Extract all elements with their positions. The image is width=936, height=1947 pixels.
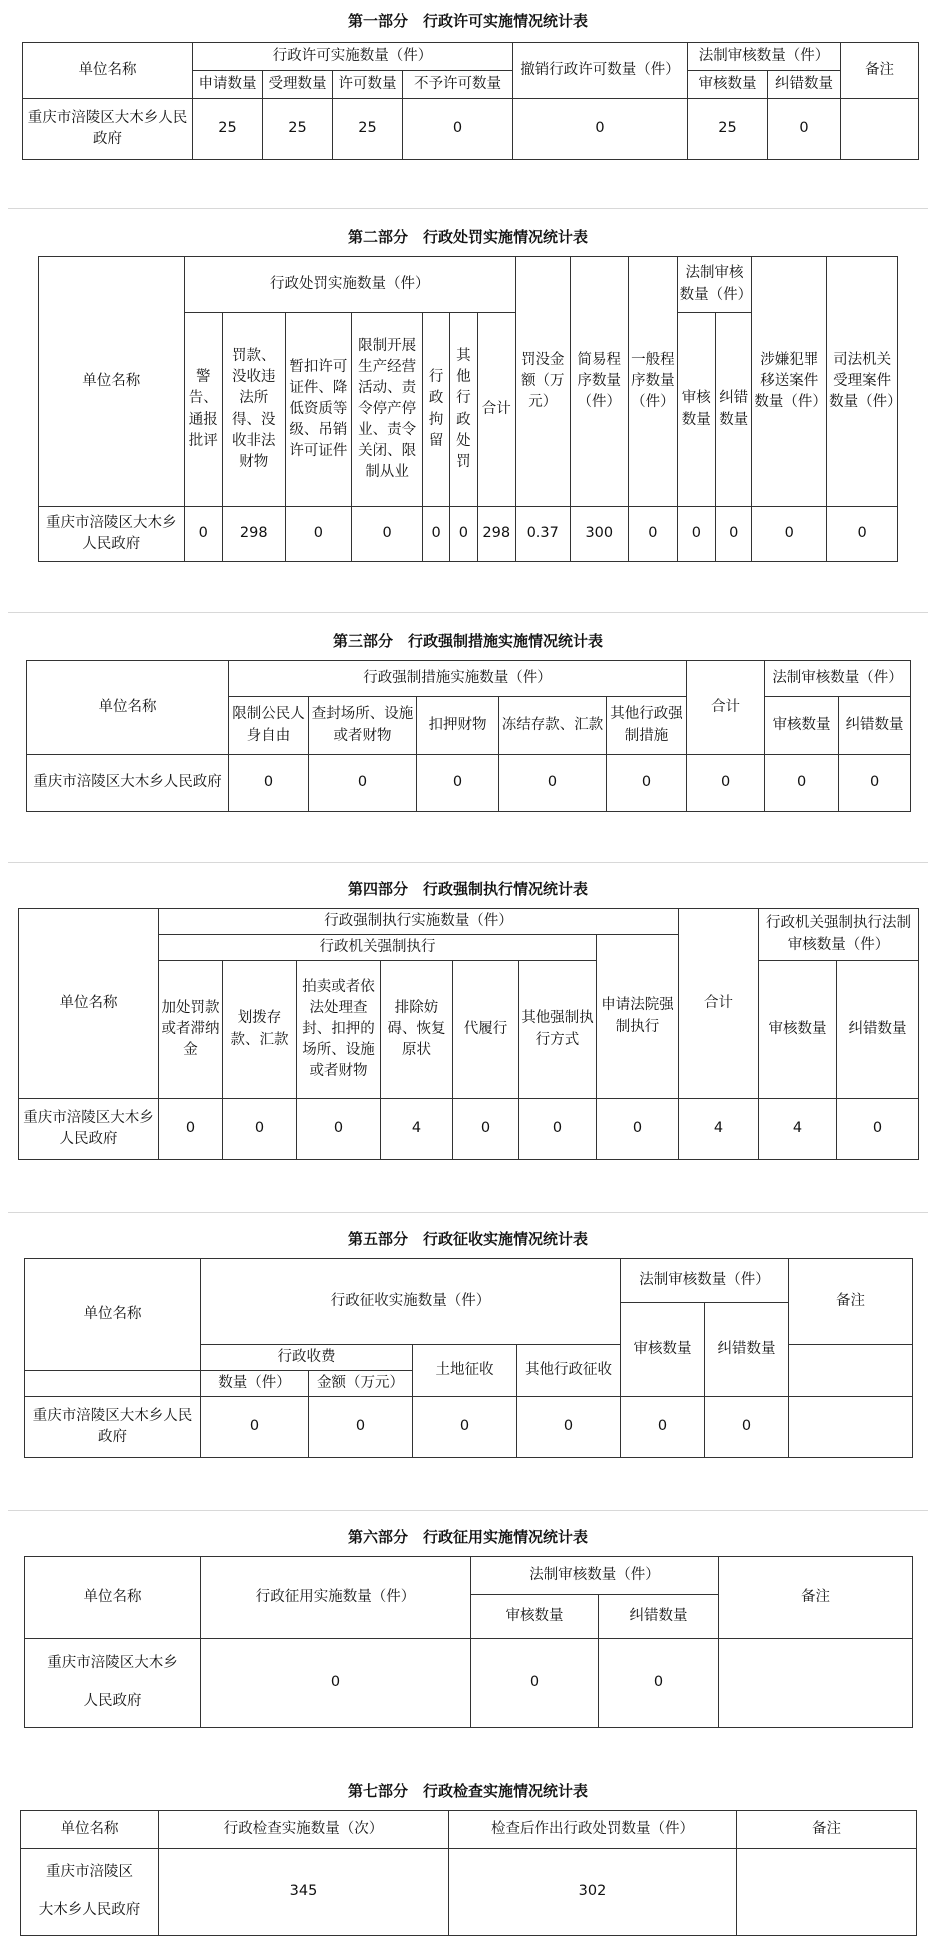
header-legal-review: 法制审核数量（件） (677, 257, 752, 313)
part2-title: 第二部分 行政处罚实施情况统计表 (347, 228, 588, 246)
cell-auction: 0 (297, 1099, 381, 1160)
header-land: 土地征收 (413, 1345, 517, 1397)
cell-freeze: 0 (499, 755, 607, 812)
cell-note (719, 1639, 913, 1728)
cell-fine: 298 (222, 507, 285, 562)
part1-table (22, 42, 919, 160)
cell-correct: 0 (716, 507, 752, 562)
cell-other: 0 (519, 1099, 597, 1160)
header-note: 备注 (841, 43, 919, 99)
cell-review: 0 (621, 1397, 705, 1458)
header-penalty-group: 行政处罚实施数量（件） (184, 257, 515, 313)
header-simple: 简易程序数量（件） (570, 257, 629, 507)
cell-proxy: 0 (453, 1099, 519, 1160)
cell-unit: 重庆市涪陵区大木乡人民政府 (27, 755, 229, 812)
cell-land: 0 (413, 1397, 517, 1458)
header-note: 备注 (719, 1557, 913, 1639)
cell-total: 4 (679, 1099, 759, 1160)
divider (8, 612, 928, 613)
divider (8, 1510, 928, 1511)
part7-title: 第七部分 行政检查实施情况统计表 (347, 1782, 588, 1800)
header-person: 限制公民人身自由 (229, 697, 309, 755)
header-warn: 警告、通报批评 (184, 313, 222, 507)
header-correct: 纠错数量 (705, 1303, 789, 1397)
header-permit: 许可数量 (333, 71, 403, 99)
cell-revoke: 0 (513, 99, 688, 160)
cell-correct: 0 (599, 1639, 719, 1728)
header-accept: 受理数量 (263, 71, 333, 99)
cell-unit-line1: 重庆市涪陵区 (46, 1864, 133, 1881)
header-impl: 行政征用实施数量（件） (201, 1557, 471, 1639)
header-unit: 单位名称 (39, 257, 185, 507)
header-other: 其他行政强制措施 (607, 697, 687, 755)
cell-review: 4 (759, 1099, 837, 1160)
header-remove: 排除妨碍、恢复原状 (381, 961, 453, 1099)
cell-unit-line2: 人民政府 (83, 1693, 142, 1709)
cell-limit: 0 (352, 507, 423, 562)
header-correct: 纠错数量 (837, 961, 919, 1099)
header-revoke: 撤销行政许可数量（件） (513, 43, 688, 99)
cell-other: 0 (607, 755, 687, 812)
cell-unit-line2: 大木乡人民政府 (38, 1902, 141, 1918)
part1-title: 第一部分 行政许可实施情况统计表 (347, 12, 588, 30)
header-unit: 单位名称 (23, 43, 193, 99)
cell-suspend: 0 (285, 507, 352, 562)
cell-seize: 0 (417, 755, 499, 812)
header-count: 数量（件） (201, 1371, 309, 1397)
header-total: 合计 (687, 661, 765, 755)
table-row (19, 1099, 919, 1160)
header-detain: 行政拘留 (422, 313, 449, 507)
cell-unit: 重庆市涪陵区大木乡人民政府 (19, 1099, 159, 1160)
header-measure-group: 行政强制措施实施数量（件） (229, 661, 687, 697)
cell-court: 0 (597, 1099, 679, 1160)
header-unit: 单位名称 (25, 1259, 201, 1371)
cell-person: 0 (229, 755, 309, 812)
divider (8, 208, 928, 209)
header-unit-cont (25, 1371, 201, 1397)
cell-review: 25 (688, 99, 768, 160)
cell-detain: 0 (422, 507, 449, 562)
cell-money: 0 (309, 1397, 413, 1458)
header-total: 合计 (477, 313, 515, 507)
cell-deny: 0 (403, 99, 513, 160)
header-unit: 单位名称 (25, 1557, 201, 1639)
cell-unit: 重庆市涪陵区大木乡人民政府 (23, 99, 193, 160)
cell-unit (21, 1849, 159, 1936)
cell-note-blank (789, 1345, 913, 1397)
header-seal: 查封场所、设施或者财物 (309, 697, 417, 755)
header-other: 其他行政处罚 (450, 313, 477, 507)
header-court: 申请法院强制执行 (597, 935, 679, 1099)
cell-note (841, 99, 919, 160)
header-auction: 拍卖或者依法处理查封、扣押的场所、设施或者财物 (297, 961, 381, 1099)
part4-table (18, 908, 919, 1160)
part2-table (38, 256, 902, 562)
header-enforce-group: 行政强制执行实施数量（件） (159, 909, 679, 935)
header-correct: 纠错数量 (599, 1595, 719, 1639)
table-row (23, 99, 919, 160)
cell-unit (25, 1639, 201, 1728)
table-row (21, 1849, 917, 1936)
header-fee: 行政收费 (201, 1345, 413, 1371)
header-judicial: 司法机关受理案件数量（件） (827, 257, 898, 507)
cell-unit: 重庆市涪陵区大木乡人民政府 (39, 507, 185, 562)
cell-penalty: 302 (449, 1849, 737, 1936)
table-row (27, 755, 911, 812)
header-legal-review: 行政机关强制执行法制审核数量（件） (759, 909, 919, 961)
header-seize: 扣押财物 (417, 697, 499, 755)
cell-total: 0 (687, 755, 765, 812)
header-review: 审核数量 (471, 1595, 599, 1639)
header-note: 备注 (789, 1259, 913, 1345)
table-row (25, 1639, 913, 1728)
header-review: 审核数量 (621, 1303, 705, 1397)
cell-other: 0 (450, 507, 477, 562)
cell-correct: 0 (839, 755, 911, 812)
header-transfer: 划拨存款、汇款 (223, 961, 297, 1099)
part3-table (26, 660, 911, 812)
header-deny: 不予许可数量 (403, 71, 513, 99)
table-row (25, 1397, 913, 1458)
cell-remove: 4 (381, 1099, 453, 1160)
header-other: 其他行政征收 (517, 1345, 621, 1397)
cell-crime-transfer: 0 (752, 507, 827, 562)
header-general: 一般程序数量（件） (629, 257, 678, 507)
header-suspend: 暂扣许可证件、降低资质等级、吊销许可证件 (285, 313, 352, 507)
cell-note (737, 1849, 917, 1936)
header-legal-review: 法制审核数量（件） (471, 1557, 719, 1595)
cell-unit: 重庆市涪陵区大木乡人民政府 (25, 1397, 201, 1458)
header-review: 审核数量 (765, 697, 839, 755)
cell-impl: 345 (159, 1849, 449, 1936)
cell-other: 0 (517, 1397, 621, 1458)
cell-review: 0 (765, 755, 839, 812)
header-organ: 行政机关强制执行 (159, 935, 597, 961)
header-note: 备注 (737, 1811, 917, 1849)
header-money: 金额（万元） (309, 1371, 413, 1397)
cell-judicial: 0 (827, 507, 898, 562)
part6-table (24, 1556, 913, 1728)
header-review: 审核数量 (688, 71, 768, 99)
header-legal-review: 法制审核数量（件） (688, 43, 841, 71)
cell-simple: 300 (570, 507, 629, 562)
cell-seal: 0 (309, 755, 417, 812)
header-review: 审核数量 (677, 313, 715, 507)
cell-impl: 0 (201, 1639, 471, 1728)
header-total: 合计 (679, 909, 759, 1099)
cell-amount: 0.37 (515, 507, 570, 562)
cell-note (789, 1397, 913, 1458)
cell-accept: 25 (263, 99, 333, 160)
header-fine: 罚款、没收违法所得、没收非法财物 (222, 313, 285, 507)
header-unit: 单位名称 (21, 1811, 159, 1849)
divider (8, 862, 928, 863)
cell-correct: 0 (705, 1397, 789, 1458)
header-amount: 罚没金额（万元） (515, 257, 570, 507)
cell-general: 0 (629, 507, 678, 562)
header-legal-review: 法制审核数量（件） (765, 661, 911, 697)
header-review: 审核数量 (759, 961, 837, 1099)
header-apply: 申请数量 (193, 71, 263, 99)
part4-title: 第四部分 行政强制执行情况统计表 (347, 880, 588, 898)
header-limit: 限制开展生产经营活动、责令停产停业、责令关闭、限制从业 (352, 313, 423, 507)
header-unit: 单位名称 (19, 909, 159, 1099)
cell-total: 298 (477, 507, 515, 562)
cell-apply: 25 (193, 99, 263, 160)
header-legal-review: 法制审核数量（件） (621, 1259, 789, 1303)
cell-permit: 25 (333, 99, 403, 160)
header-correct: 纠错数量 (768, 71, 841, 99)
cell-penalty: 0 (159, 1099, 223, 1160)
header-crime-transfer: 涉嫌犯罪移送案件数量（件） (752, 257, 827, 507)
header-permit-group: 行政许可实施数量（件） (193, 43, 513, 71)
divider (8, 1212, 928, 1213)
cell-unit-line1: 重庆市涪陵区大木乡 (47, 1655, 178, 1672)
cell-count: 0 (201, 1397, 309, 1458)
header-impl: 行政检查实施数量（次） (159, 1811, 449, 1849)
part5-title: 第五部分 行政征收实施情况统计表 (347, 1230, 588, 1248)
header-freeze: 冻结存款、汇款 (499, 697, 607, 755)
table-row (39, 507, 898, 562)
cell-review: 0 (471, 1639, 599, 1728)
header-correct: 纠错数量 (716, 313, 752, 507)
header-levy-group: 行政征收实施数量（件） (201, 1259, 621, 1345)
part7-table (20, 1810, 917, 1936)
part5-table (24, 1258, 913, 1458)
cell-correct: 0 (768, 99, 841, 160)
part3-title: 第三部分 行政强制措施实施情况统计表 (332, 632, 603, 650)
cell-warn: 0 (184, 507, 222, 562)
cell-correct: 0 (837, 1099, 919, 1160)
part6-title: 第六部分 行政征用实施情况统计表 (347, 1528, 588, 1546)
header-unit: 单位名称 (27, 661, 229, 755)
header-proxy: 代履行 (453, 961, 519, 1099)
cell-transfer: 0 (223, 1099, 297, 1160)
header-correct: 纠错数量 (839, 697, 911, 755)
header-penalty: 加处罚款或者滞纳金 (159, 961, 223, 1099)
header-other: 其他强制执行方式 (519, 961, 597, 1099)
cell-review: 0 (677, 507, 715, 562)
header-penalty: 检查后作出行政处罚数量（件） (449, 1811, 737, 1849)
